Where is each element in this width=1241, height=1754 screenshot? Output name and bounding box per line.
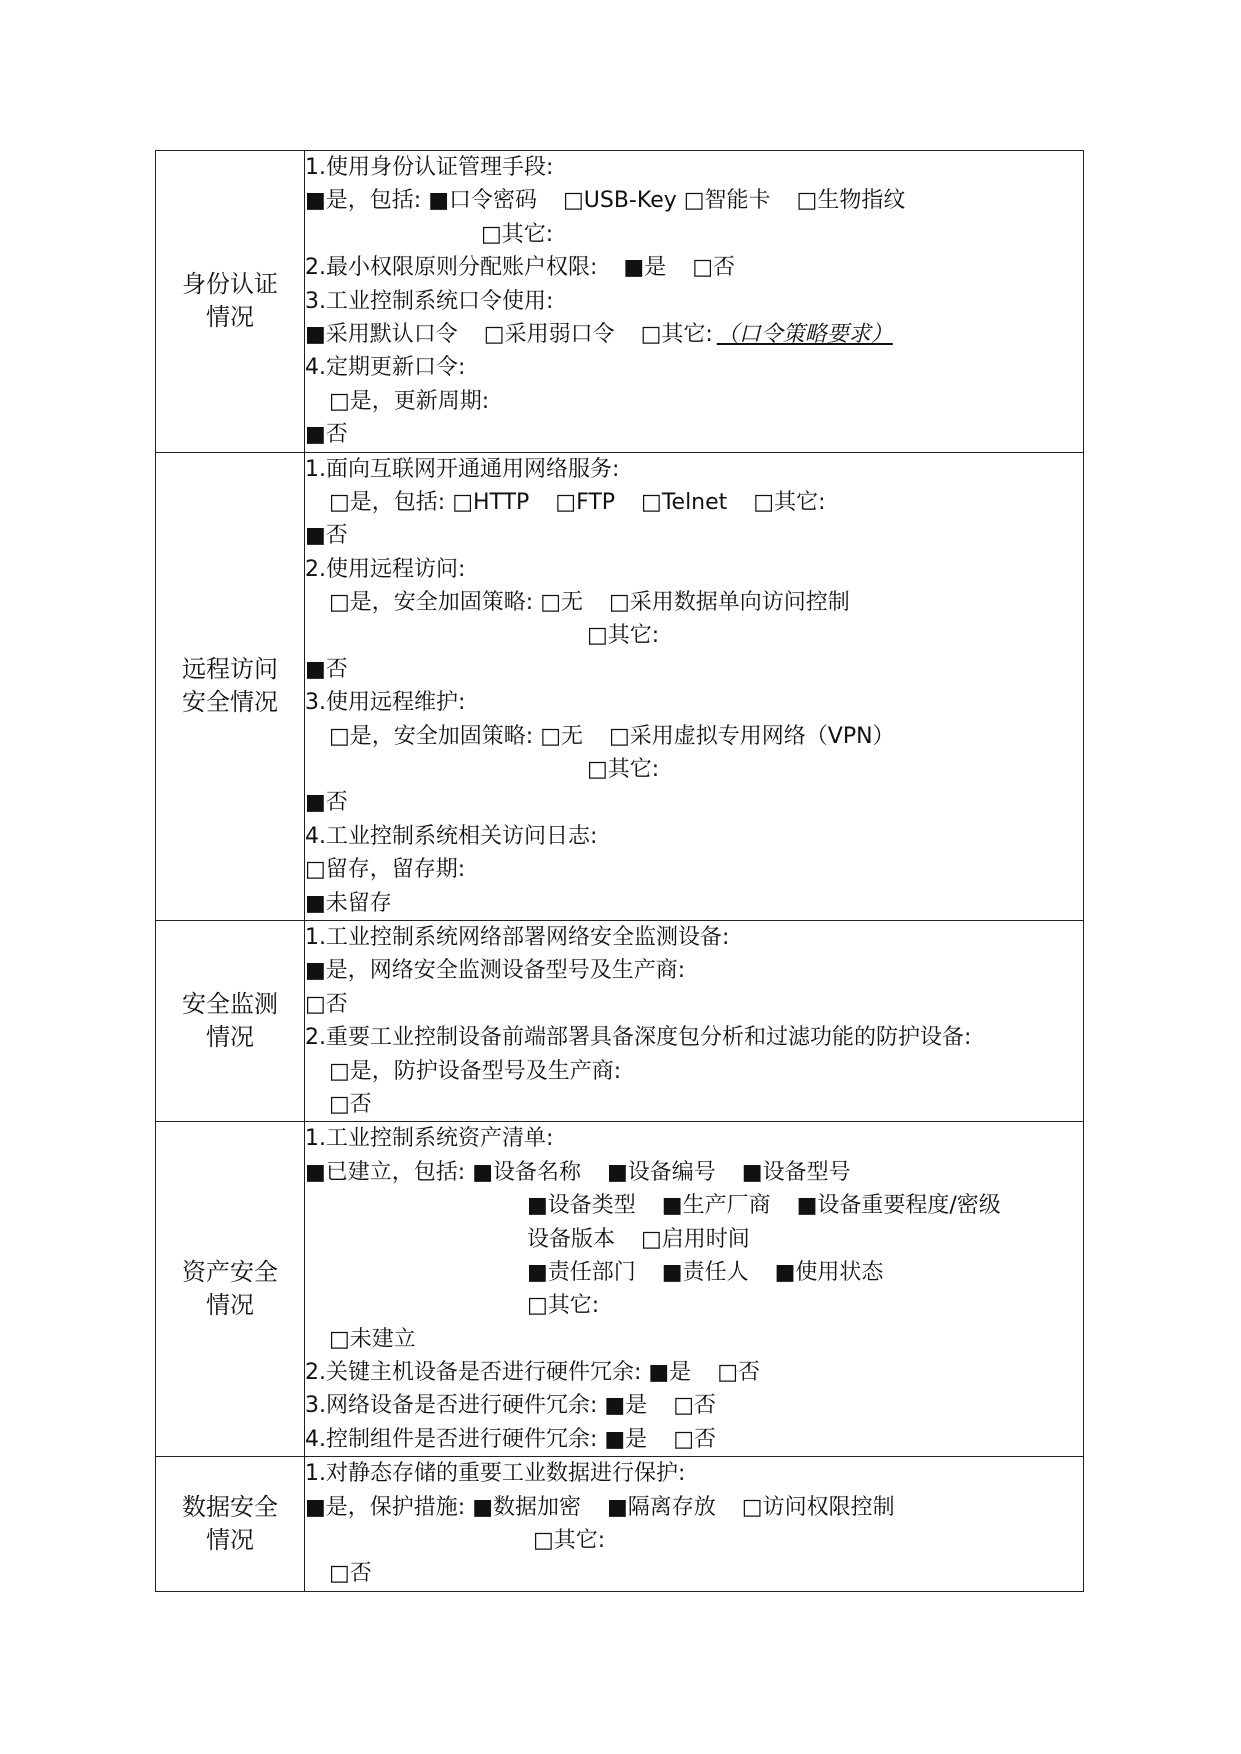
form-line <box>305 318 1083 351</box>
option-item[interactable]: ■设备重要程度/密级 <box>796 1193 1001 1219</box>
section-row <box>156 920 1084 1121</box>
form-line <box>305 385 1083 418</box>
form-line <box>305 720 1083 753</box>
option-item[interactable]: 1.使用身份认证管理手段: <box>305 155 554 180</box>
option-item[interactable]: 4.控制组件是否进行硬件冗余: ■是 <box>305 1426 648 1452</box>
option-item[interactable]: 设备版本 <box>527 1226 616 1252</box>
section-content <box>305 1122 1084 1457</box>
option-item[interactable]: 2.关键主机设备是否进行硬件冗余: ■是 <box>305 1360 692 1386</box>
form-line <box>305 1189 1083 1222</box>
category-label: 情况 <box>206 1526 254 1555</box>
option-item[interactable]: ■责任部门 <box>527 1259 636 1285</box>
form-line <box>305 954 1083 987</box>
option-item[interactable]: □其它: <box>640 321 713 347</box>
option-item[interactable]: 1.工业控制系统网络部署网络安全监测设备: <box>305 924 730 950</box>
assessment-table-body <box>156 151 1084 1592</box>
option-item[interactable]: 4.定期更新口令: <box>305 355 466 381</box>
form-line <box>305 820 1083 853</box>
option-item[interactable]: 2.重要工业控制设备前端部署具备深度包分析和过滤功能的防护设备: <box>305 1025 972 1051</box>
form-line <box>305 1256 1083 1289</box>
option-item[interactable]: □USB-Key □智能卡 <box>562 188 771 214</box>
category-label: 身份认证 <box>182 270 278 299</box>
form-line <box>305 351 1083 384</box>
option-item[interactable]: □未建立 <box>329 1326 416 1352</box>
option-item[interactable]: ■是，保护措施: ■数据加密 <box>305 1494 581 1520</box>
option-item[interactable]: □留存，留存期: <box>305 857 466 883</box>
form-line <box>305 184 1083 217</box>
category-label: 情况 <box>206 303 254 332</box>
form-line <box>305 1223 1083 1256</box>
option-item[interactable]: ■是，网络安全监测设备型号及生产商: <box>305 958 686 984</box>
option-item[interactable]: □Telnet <box>641 489 728 515</box>
category-label: 远程访问 <box>182 655 278 684</box>
category-label: 情况 <box>206 1023 254 1052</box>
option-item[interactable]: □是，更新周期: <box>329 388 490 414</box>
option-item[interactable]: □是，包括: □HTTP <box>329 489 530 515</box>
form-line <box>305 686 1083 719</box>
form-line <box>305 853 1083 886</box>
section-category <box>156 1122 305 1457</box>
option-item[interactable]: ■未留存 <box>305 890 392 916</box>
option-item[interactable]: □采用弱口令 <box>483 321 615 347</box>
form-line <box>305 1156 1083 1189</box>
form-line <box>305 486 1083 519</box>
option-item[interactable]: ■设备型号 <box>741 1159 851 1185</box>
option-item[interactable]: □其它: <box>587 623 660 649</box>
option-item[interactable]: 1.面向互联网开通通用网络服务: <box>305 456 620 482</box>
option-item[interactable]: 4.工业控制系统相关访问日志: <box>305 823 598 849</box>
option-item[interactable]: ■使用状态 <box>774 1259 884 1285</box>
option-item[interactable]: ■是 <box>623 255 667 281</box>
option-item[interactable]: ■否 <box>305 523 348 549</box>
option-item[interactable]: 2.使用远程访问: <box>305 556 466 582</box>
assessment-table <box>155 150 1084 1592</box>
option-item[interactable]: □否 <box>673 1393 716 1419</box>
form-line <box>305 285 1083 318</box>
form-line <box>305 619 1083 652</box>
option-item[interactable]: 3.工业控制系统口令使用: <box>305 288 554 314</box>
section-row <box>156 1122 1084 1457</box>
option-item[interactable]: □其它: <box>533 1528 606 1554</box>
form-line <box>305 1457 1083 1490</box>
form-line <box>305 418 1083 451</box>
form-line <box>305 1524 1083 1557</box>
option-item[interactable]: ■生产厂商 <box>661 1193 771 1219</box>
option-item[interactable]: ■已建立，包括: ■设备名称 <box>305 1159 581 1185</box>
category-label: 安全监测 <box>182 990 278 1019</box>
option-item[interactable]: □生物指纹 <box>796 188 906 214</box>
filled-value: （口令策略要求） <box>716 321 893 347</box>
option-item[interactable]: □采用虚拟专用网络（VPN） <box>608 723 895 749</box>
option-item[interactable]: □是，安全加固策略: □无 <box>329 723 583 749</box>
option-item[interactable]: □否 <box>717 1360 760 1386</box>
form-line <box>305 786 1083 819</box>
option-item[interactable]: ■设备类型 <box>527 1193 636 1219</box>
option-item[interactable]: □访问权限控制 <box>741 1494 895 1520</box>
option-item[interactable]: □是，防护设备型号及生产商: <box>329 1058 622 1084</box>
form-line <box>305 519 1083 552</box>
option-item[interactable]: □采用数据单向访问控制 <box>608 590 850 616</box>
category-label: 安全情况 <box>182 688 278 717</box>
form-line <box>305 1289 1083 1322</box>
form-line <box>305 1323 1083 1356</box>
section-row <box>156 1457 1084 1592</box>
form-line <box>305 453 1083 486</box>
form-line <box>305 1088 1083 1121</box>
form-line <box>305 1356 1083 1389</box>
category-label: 资产安全 <box>182 1258 278 1287</box>
section-content <box>305 151 1084 453</box>
option-item[interactable]: ■责任人 <box>661 1259 749 1285</box>
option-item[interactable]: ■否 <box>305 656 348 682</box>
option-item[interactable]: ■设备编号 <box>606 1159 716 1185</box>
option-item[interactable]: □其它: <box>587 757 660 783</box>
form-line <box>305 887 1083 920</box>
form-line <box>305 1055 1083 1088</box>
option-item[interactable]: ■否 <box>305 422 348 448</box>
option-item[interactable]: □其它: <box>481 221 554 247</box>
form-line <box>305 653 1083 686</box>
option-item[interactable]: □启用时间 <box>641 1226 750 1252</box>
section-content <box>305 452 1084 920</box>
option-item[interactable]: 1.工业控制系统资产清单: <box>305 1126 554 1152</box>
form-line <box>305 218 1083 251</box>
form-line <box>305 251 1083 284</box>
form-line <box>305 1423 1083 1456</box>
category-label: 情况 <box>206 1291 254 1320</box>
option-item[interactable]: □否 <box>692 255 735 281</box>
option-item[interactable]: 3.网络设备是否进行硬件冗余: ■是 <box>305 1393 648 1419</box>
option-item[interactable]: □否 <box>305 991 348 1017</box>
section-category <box>156 452 305 920</box>
option-item[interactable]: □否 <box>329 1561 372 1587</box>
section-category <box>156 151 305 453</box>
form-line <box>305 1491 1083 1524</box>
option-item[interactable]: ■是，包括: ■口令密码 <box>305 188 537 214</box>
section-content <box>305 920 1084 1121</box>
category-label: 数据安全 <box>182 1493 278 1522</box>
option-item[interactable]: ■采用默认口令 <box>305 321 458 347</box>
option-item[interactable]: □FTP <box>555 489 616 515</box>
form-line <box>305 1389 1083 1422</box>
option-item[interactable]: ■隔离存放 <box>606 1494 716 1520</box>
section-row <box>156 452 1084 920</box>
option-item[interactable]: 1.对静态存储的重要工业数据进行保护: <box>305 1461 686 1487</box>
option-item[interactable]: □其它: <box>753 489 826 515</box>
section-category <box>156 920 305 1121</box>
option-item[interactable]: □其它: <box>527 1293 600 1319</box>
option-item[interactable]: □否 <box>329 1091 372 1117</box>
form-line <box>305 753 1083 786</box>
form-line <box>305 1021 1083 1054</box>
section-category <box>156 1457 305 1592</box>
form-line <box>305 151 1083 184</box>
option-item[interactable]: ■否 <box>305 790 348 816</box>
form-line <box>305 1557 1083 1590</box>
form-line <box>305 553 1083 586</box>
form-line <box>305 988 1083 1021</box>
option-item[interactable]: □是，安全加固策略: □无 <box>329 590 583 616</box>
option-item[interactable]: □否 <box>673 1426 716 1452</box>
option-item[interactable]: 2.最小权限原则分配账户权限: <box>305 255 598 281</box>
section-content <box>305 1457 1084 1592</box>
form-line <box>305 1122 1083 1155</box>
form-line <box>305 586 1083 619</box>
section-row <box>156 151 1084 453</box>
option-item[interactable]: 3.使用远程维护: <box>305 690 466 716</box>
form-line <box>305 921 1083 954</box>
